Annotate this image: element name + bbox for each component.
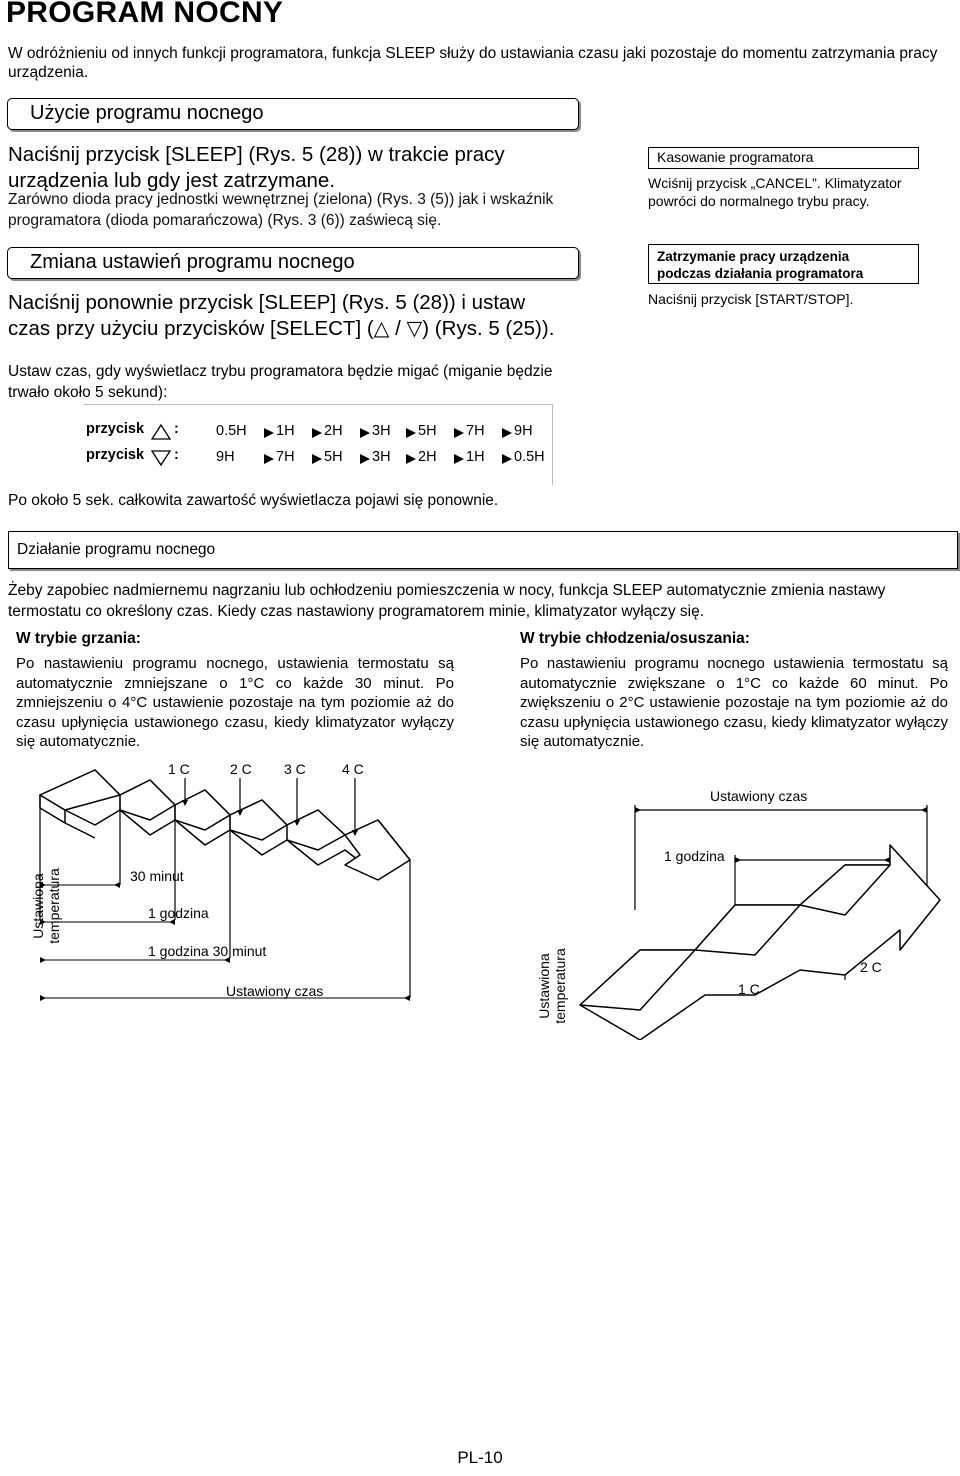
sequence-value: 0.5H xyxy=(514,449,545,465)
cooling-hour: 1 godzina xyxy=(664,848,725,864)
sequence-value: 1H xyxy=(466,449,485,465)
sequence-value: 7H xyxy=(466,423,485,439)
sequence-arrow-icon xyxy=(502,454,512,464)
colon: : xyxy=(174,421,179,437)
change-note: Ustaw czas, gdy wyświetlacz trybu programatora będzie migać (miganie będzie trwało około 5 sekund): xyxy=(8,363,553,401)
sequence-arrow-icon xyxy=(312,428,322,438)
sequence-arrow-icon xyxy=(312,454,322,464)
heating-y-label-1: Ustawiona xyxy=(30,873,46,939)
stop-box-text: Naciśnij przycisk [START/STOP]. xyxy=(648,291,854,307)
use-step: Naciśnij przycisk [SLEEP] (Rys. 5 (28)) w trakcie pracy urządzenia lub gdy jest zatrzymane. xyxy=(8,143,505,192)
sequence-value: 7H xyxy=(276,449,295,465)
stop-box-heading-line2: podczas działania programatora xyxy=(657,266,864,281)
sequence-value: 3H xyxy=(372,423,391,439)
sequence-arrow-icon xyxy=(454,454,464,464)
cancel-box-heading: Kasowanie programatora xyxy=(648,147,919,169)
heating-temp-1: 1 C xyxy=(168,761,190,777)
page-title: PROGRAM NOCNY xyxy=(6,0,284,29)
sequence-value: 9H xyxy=(216,449,235,465)
sequence-value: 3H xyxy=(372,449,391,465)
operation-text: Żeby zapobiec nadmiernemu nagrzaniu lub ochłodzeniu pomieszczenia w nocy, funkcja SLEEP automatycznie zmienia nastawy termostatu co określony czas. Kiedy czas nastawiony programatorem minie, klimatyzator wyłączy się. xyxy=(8,582,886,620)
heating-text: Po nastawieniu programu nocnego, ustawienia termostatu są automatycznie zmniejszane o 1°C co każde 30 minut. Po zmniejszeniu o 4°C ustawienie pozostaje na tym poziomie aż do czasu upłynięcia ustawionego czasu, kiedy klimatyzator wyłączy się automatycznie. xyxy=(16,655,454,750)
sequence-arrow-icon xyxy=(454,428,464,438)
heating-time-set: Ustawiony czas xyxy=(226,983,324,999)
cooling-text: Po nastawieniu programu nocnego ustawienia termostatu są automatycznie zwiększane o 1°C co każde 60 minut. Po zwiększeniu o 2°C ustawienie pozostaje na tym poziomie aż do czasu upłynięcia ustawionego czasu, kiedy klimatyzator wyłączy się automatycznie. xyxy=(520,655,948,750)
heating-y-label-2: temperatura xyxy=(46,868,62,944)
heating-time-1h: 1 godzina xyxy=(148,905,209,921)
heating-time-30: 30 minut xyxy=(130,868,184,884)
section-use-heading: Użycie programu nocnego xyxy=(7,98,579,130)
sequence-value: 5H xyxy=(418,423,437,439)
heating-temp-4: 4 C xyxy=(342,761,364,777)
cooling-y-label-2: temperatura xyxy=(552,948,568,1024)
sequence-value: 1H xyxy=(276,423,295,439)
section-change-heading: Zmiana ustawień programu nocnego xyxy=(7,247,579,279)
sequence-value: 9H xyxy=(514,423,533,439)
sequence-arrow-icon xyxy=(406,454,416,464)
change-step: Naciśnij ponownie przycisk [SLEEP] (Rys. 5 (28)) i ustaw czas przy użyciu przycisków [SELECT] (△ / ▽) (Rys. 5 (25)). xyxy=(8,291,555,340)
heating-time-1h30: 1 godzina 30 minut xyxy=(148,943,267,959)
cooling-y-label xyxy=(536,940,568,1032)
sequence-panel xyxy=(84,404,553,485)
cooling-stair-arrow xyxy=(580,845,940,1040)
stop-box-heading-line1: Zatrzymanie pracy urządzenia xyxy=(657,249,850,264)
cooling-delta-2: 2 C xyxy=(860,959,882,975)
cancel-box-text: Wciśnij przycisk „CANCEL”. Klimatyzator powróci do normalnego trybu pracy. xyxy=(648,175,902,209)
sequence-value: 2H xyxy=(324,423,343,439)
intro-text: W odróżnieniu od innych funkcji programatora, funkcja SLEEP służy do ustawiania czasu jaki pozostaje do momentu zatrzymania pracy urządzenia. xyxy=(8,45,938,81)
sequence-arrow-icon xyxy=(502,428,512,438)
page-number: PL-10 xyxy=(457,1448,503,1467)
sequence-arrow-icon xyxy=(264,454,274,464)
use-note: Zarówno dioda pracy jednostki wewnętrznej (zielona) (Rys. 3 (5)) jak i wskaźnik programatora (dioda pomarańczowa) (Rys. 3 (6)) zaświecą się. xyxy=(8,191,554,229)
sequence-arrows xyxy=(84,405,552,485)
sequence-arrow-icon xyxy=(360,428,370,438)
heating-temp-3: 3 C xyxy=(284,761,306,777)
section-operation-heading: Działanie programu nocnego xyxy=(8,531,958,569)
cooling-set-time: Ustawiony czas xyxy=(710,788,808,804)
cooling-heading: W trybie chłodzenia/osuszania: xyxy=(520,630,750,647)
heating-heading: W trybie grzania: xyxy=(16,630,141,647)
heating-temp-2: 2 C xyxy=(230,761,252,777)
heating-y-label xyxy=(30,860,62,952)
colon: : xyxy=(174,447,179,463)
sequence-down-label: przycisk xyxy=(86,447,145,463)
sequence-arrow-icon xyxy=(360,454,370,464)
sequence-value: 2H xyxy=(418,449,437,465)
sequence-value: 0.5H xyxy=(216,423,247,439)
sequence-value: 5H xyxy=(324,449,343,465)
cooling-delta-1: 1 C xyxy=(738,981,760,997)
change-after: Po około 5 sek. całkowita zawartość wyświetlacza pojawi się ponownie. xyxy=(8,492,499,509)
sequence-arrow-icon xyxy=(264,428,274,438)
stop-box-heading xyxy=(648,244,919,284)
cooling-y-label-1: Ustawiona xyxy=(536,953,552,1019)
sequence-arrow-icon xyxy=(406,428,416,438)
sequence-up-label: przycisk xyxy=(86,421,145,437)
heating-diagram xyxy=(0,750,500,1020)
